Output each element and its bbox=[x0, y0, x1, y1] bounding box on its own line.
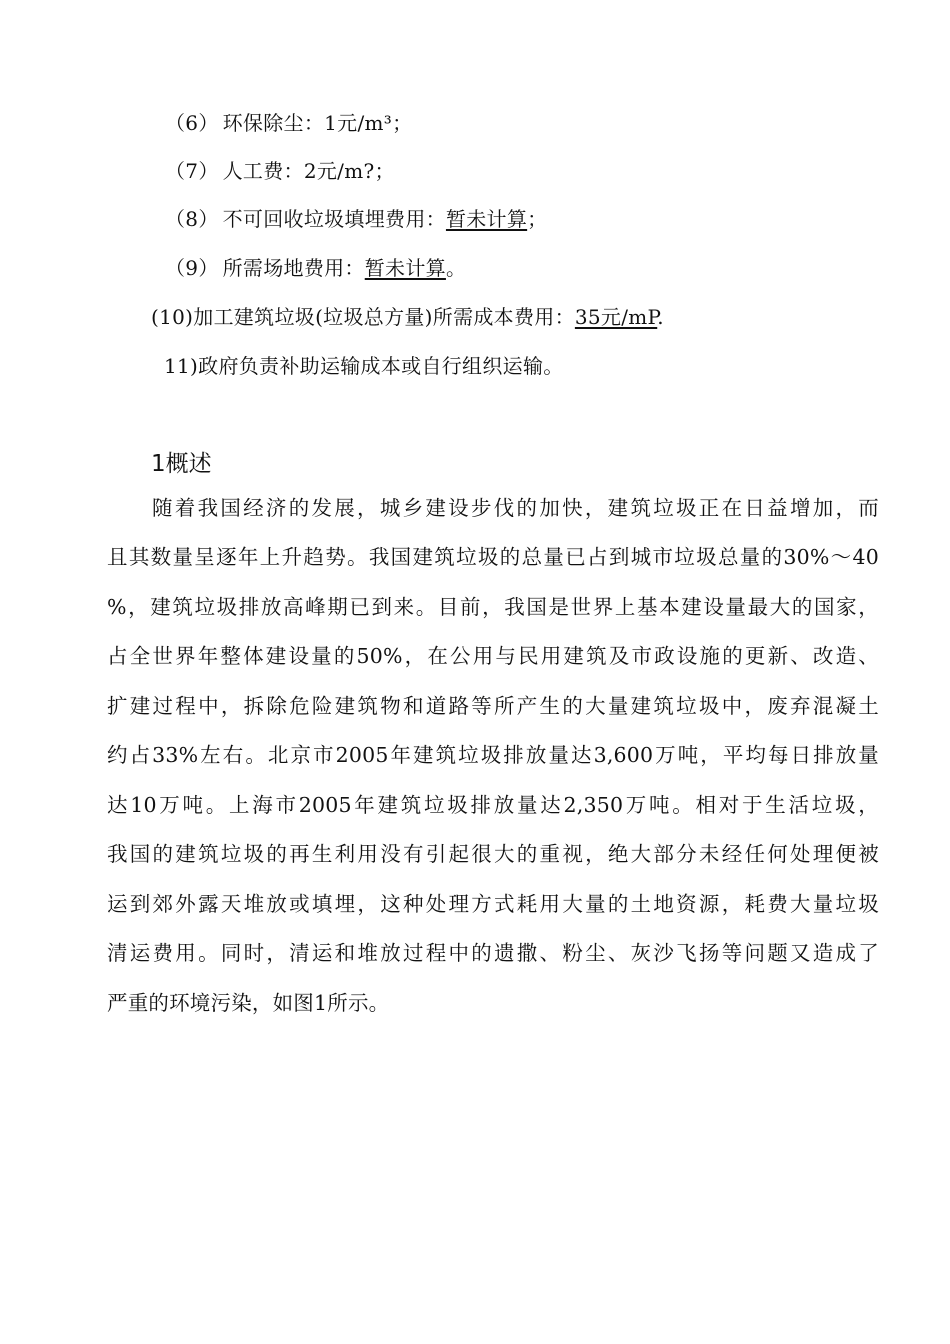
list-item-9 bbox=[165, 256, 466, 280]
list-item-8 bbox=[165, 207, 547, 231]
list-number: （9） bbox=[165, 256, 219, 280]
list-item-11 bbox=[164, 354, 564, 378]
list-number: 11) bbox=[164, 354, 199, 378]
paragraph-line: 且其数量呈逐年上升趋势。我国建筑垃圾的总量已占到城市垃圾总量的30%～40 bbox=[107, 545, 879, 569]
underlined-value: 暂未计算 bbox=[445, 207, 528, 231]
paragraph-line: 约占33%左右。北京市2005年建筑垃圾排放量达3,600万吨，平均每日排放量 bbox=[107, 743, 879, 767]
list-suffix: ； bbox=[527, 207, 548, 231]
list-text: 加工建筑垃圾(垃圾总方量)所需成本费用： bbox=[193, 305, 575, 329]
list-item-7 bbox=[165, 159, 395, 183]
list-item-10 bbox=[151, 305, 664, 329]
list-suffix: 。 bbox=[445, 256, 467, 280]
paragraph-line: 达10万吨。上海市2005年建筑垃圾排放量达2,350万吨。相对于生活垃圾， bbox=[107, 793, 879, 817]
list-item-6 bbox=[165, 111, 412, 135]
paragraph-line: 扩建过程中，拆除危险建筑物和道路等所产生的大量建筑垃圾中，废弃混凝土 bbox=[107, 694, 879, 718]
list-suffix: . bbox=[657, 305, 664, 329]
list-text: 所需场地费用： bbox=[222, 256, 365, 280]
paragraph-line: 严重的环境污染，如图1所示。 bbox=[107, 991, 390, 1015]
list-number: （8） bbox=[165, 207, 219, 231]
paragraph-line: 运到郊外露天堆放或填埋，这种处理方式耗用大量的土地资源，耗费大量垃圾 bbox=[107, 892, 879, 916]
list-number: (10) bbox=[151, 305, 194, 329]
list-text: 政府负责补助运输成本或自行组织运输。 bbox=[198, 354, 564, 378]
list-number: （7） bbox=[165, 159, 219, 183]
underlined-value: 35元/mP bbox=[574, 305, 658, 329]
paragraph-line: 我国的建筑垃圾的再生利用没有引起很大的重视，绝大部分未经任何处理便被 bbox=[107, 842, 879, 866]
paragraph-line: 随着我国经济的发展，城乡建设步伐的加快，建筑垃圾正在日益增加，而 bbox=[152, 496, 879, 520]
section-heading: 1概述 bbox=[151, 451, 212, 477]
paragraph-line: 清运费用。同时，清运和堆放过程中的遗撒、粉尘、灰沙飞扬等问题又造成了 bbox=[107, 941, 879, 965]
underlined-value: 暂未计算 bbox=[364, 256, 446, 280]
paragraph-line: 占全世界年整体建设量的50%，在公用与民用建筑及市政设施的更新、改造、 bbox=[107, 644, 879, 668]
list-text: 环保除尘：1元/m³； bbox=[222, 111, 413, 135]
list-number: （6） bbox=[165, 111, 219, 135]
list-text: 人工费：2元/m?； bbox=[222, 159, 395, 183]
paragraph-line: %，建筑垃圾排放高峰期已到来。目前，我国是世界上基本建设量最大的国家， bbox=[107, 595, 879, 619]
list-text: 不可回收垃圾填埋费用： bbox=[222, 207, 446, 231]
